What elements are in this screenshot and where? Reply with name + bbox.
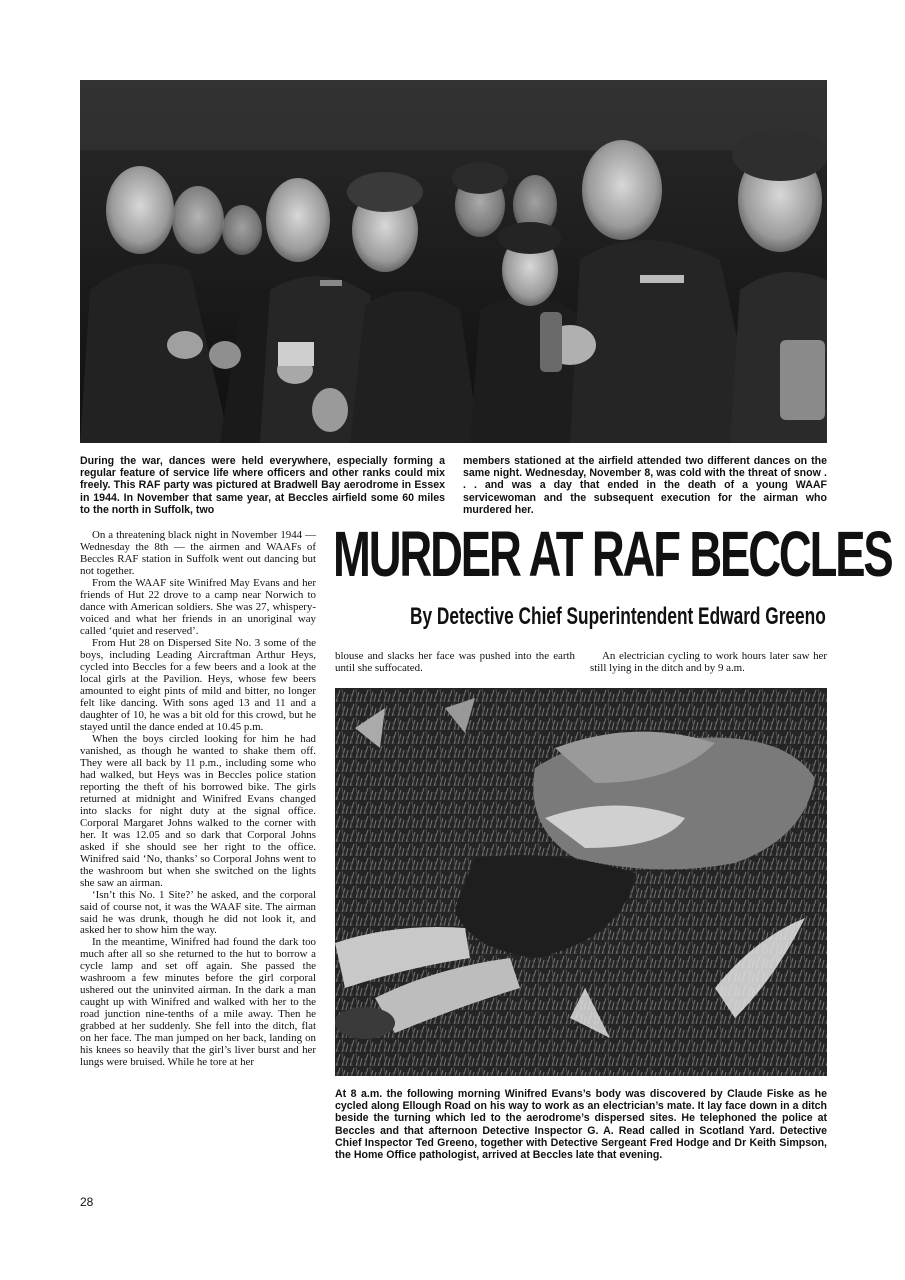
- paragraph: ‘Isn’t this No. 1 Site?’ he asked, and the corporal said of course not, it was the WAAF site. The airman said he was drunk, though he did not look it, and asked her to show him the way.: [80, 888, 316, 937]
- crime-scene-caption: At 8 a.m. the following morning Winifred Evans’s body was discovered by Claude Fiske as he cycled along Ellough Road on his way to work as an electrician’s mate. It lay face down in a ditch beside the turning which led to the aerodrome’s dispersed sites. He telephoned the police at Beccles and that afternoon Detective Inspector G. A. Read called in Scotland Yard. Detective Chief Inspector Ted Greeno, together with Detective Sergeant Fred Hodge and Dr Keith Simpson, the Home Office pathologist, arrived at Beccles late that evening.: [335, 1088, 827, 1162]
- crime-scene-photo: [335, 688, 827, 1076]
- article-middle-column: [335, 650, 575, 674]
- paragraph: An electrician cycling to work hours later saw her still lying in the ditch and by 9 a.m.: [590, 650, 827, 674]
- paragraph: On a threatening black night in November 1944 — Wednesday the 8th — the airmen and WAAFs of Beccles RAF station in Suffolk went out dancing but not together.: [80, 529, 316, 577]
- page-number: 28: [80, 1195, 94, 1209]
- paragraph: From Hut 28 on Dispersed Site No. 3 some of the boys, including Leading Aircraftman Arthur Heys, cycled into Beccles for a few beers and a look at the local girls at the Pavilion. Heys, whose few beers amounted to eight pints of mild and bitter, no longer felt like dancing. With sons aged 13 and 11 and a daughter of 10, he was a bit old for this crowd, but he stayed until the dance ended at 10.45 p.m.: [80, 636, 316, 733]
- paragraph-continued: blouse and slacks her face was pushed into the earth until she suffocated.: [335, 650, 575, 674]
- article-byline: By Detective Chief Superintendent Edward Greeno: [410, 603, 826, 630]
- paragraph: When the boys circled looking for him he had vanished, as though he wanted to shake them off. They were all back by 11 p.m., including some who had walked, but Heys was in Beccles police station reporting the theft of his borrowed bike. The girls returned at midnight and Winifred Evans changed into slacks for night duty at the signal office. Corporal Margaret Johns walked to the corner with her. It was 12.05 and so dark that Corporal Johns asked if she should see her right to the office. Winifred said ‘No, thanks’ so Corporal Johns went to the washroom but when she switched on the lights she saw an airman.: [80, 732, 316, 889]
- paragraph: From the WAAF site Winifred May Evans and her friends of Hut 22 drove to a camp near Norwich to dance with American soldiers. She was 27, whispery-voiced and what her friends in an unoriginal way called ‘quiet and reserved’.: [80, 576, 316, 637]
- dance-party-illustration: [80, 80, 827, 443]
- article-left-column: [80, 529, 316, 1068]
- crime-scene-illustration: [335, 688, 827, 1076]
- paragraph: In the meantime, Winifred had found the dark too much after all so she returned to the hut to borrow a cycle lamp and set off again. She passed the washroom a few minutes before the girl corporal ushered out the uninvited airman. In the dark a man caught up with Winifred and walked with her to the road junction nine-tenths of a mile away. Then he grabbed at her suddenly. She fell into the ditch, flat on her face. The man jumped on her back, landing on his knees so heavily that the girl’s liver burst and her lungs were bruised. While he tore at her: [80, 936, 316, 1069]
- article-headline: MURDER AT RAF BECCLES: [333, 518, 892, 590]
- raf-dance-party-photo: [80, 80, 827, 443]
- article-right-column: [590, 650, 827, 674]
- top-photo-caption-part-2: members stationed at the airfield attended two different dances on the same night. Wednesday, November 8, was cold with the threat of snow . . . and was a day that ended in the death of a young WAAF servicewoman and the subsequent execution for the airman who murdered her.: [463, 455, 827, 516]
- top-photo-caption-part-1: During the war, dances were held everywhere, especially forming a regular feature of service life where officers and other ranks could mix freely. This RAF party was pictured at Bradwell Bay aerodrome in Essex in 1944. In November that same year, at Beccles airfield some 60 miles to the north in Suffolk, two: [80, 455, 445, 516]
